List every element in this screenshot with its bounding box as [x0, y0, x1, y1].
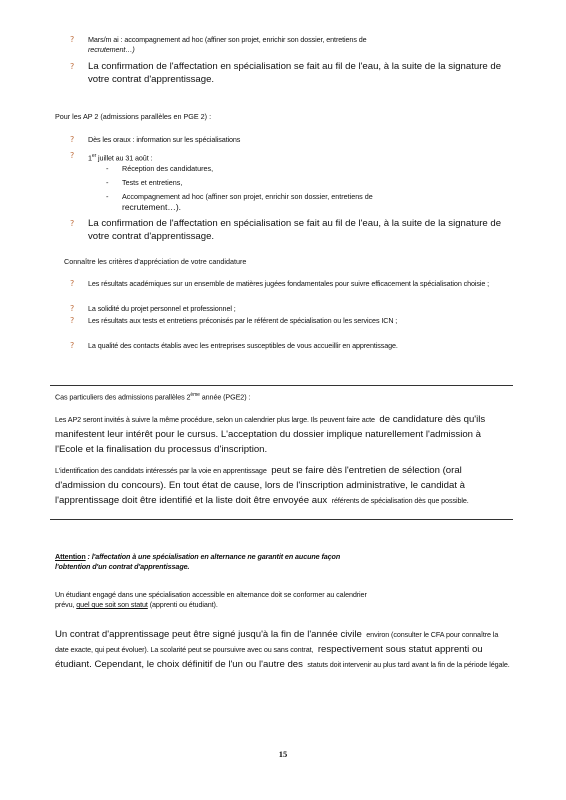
dash-marker: - — [106, 178, 109, 187]
bullet-icon: ? — [70, 316, 75, 325]
special-cases-paragraph-2: L'identification des candidats intéressés par la voie en apprentissage peut se faire dès l'entretien de sélection (oral d'admission du concours). En tout état de cause, lors de l'inscription administrative, le candidat à l'apprentissage doit être identifié et la liste doit être envoyée aux référents de spécialisation dès que possible. — [55, 465, 469, 506]
section-heading-ap2: Pour les AP 2 (admissions parallèles en PGE 2) : — [55, 112, 212, 121]
bullet-text-confirmation: La confirmation de l'affectation en spécialisation se fait au fil de l'eau, à la suite de la signature de votre contrat d'apprentissage. — [88, 61, 502, 85]
dash-marker: - — [106, 192, 109, 201]
criteria-item-academic: Les résultats académiques sur un ensemble de matières jugées fondamentales pour suivre efficacement la spécialisation choisie ; — [88, 279, 490, 288]
attention-note: Attention : l'affectation à une spécialisation en alternance ne garantit en aucune façon l'obtention d'un contrat d'apprentissage. — [55, 552, 341, 571]
sub-item-reception: Réception des candidatures, — [122, 164, 214, 173]
bullet-icon: ? — [70, 151, 75, 160]
bullet-icon: ? — [70, 35, 75, 44]
criteria-item-tests: Les résultats aux tests et entretiens préconisés par le référent de spécialisation ou les services ICN ; — [88, 316, 398, 325]
criteria-item-contacts: La qualité des contacts établis avec les entreprises susceptibles de vous accueillir en apprentissage. — [88, 341, 398, 350]
attention-paragraph-1: Un étudiant engagé dans une spécialisation accessible en alternance doit se conformer au calendrier prévu, quel que soit son statut (apprenti ou étudiant). — [55, 590, 367, 609]
sub-item-tests: Tests et entretiens, — [122, 178, 183, 187]
bullet-icon: ? — [70, 279, 75, 288]
bullet-icon: ? — [70, 135, 75, 144]
special-cases-heading: Cas particuliers des admissions parallèles 2ème année (PGE2) : — [55, 392, 251, 402]
criteria-item-project: La solidité du projet personnel et professionnel ; — [88, 304, 236, 313]
criteria-heading: Connaître les critères d'appréciation de votre candidature — [64, 257, 247, 266]
bullet-text-accompaniment: Mars/m ai : accompagnement ad hoc (affiner son projet, enrichir son dossier, entretiens de recrutement…) — [88, 35, 367, 54]
bullet-text-oral-info: Dès les oraux : information sur les spécialisations — [88, 135, 241, 144]
page-number: 15 — [278, 749, 288, 759]
bullet-icon: ? — [70, 341, 75, 350]
bullet-text-confirmation-ap2: La confirmation de l'affectation en spécialisation se fait au fil de l'eau, à la suite de la signature de votre contrat d'apprentissage. — [88, 218, 502, 242]
bullet-icon: ? — [70, 219, 75, 228]
bullet-icon: ? — [70, 304, 75, 313]
bullet-icon: ? — [70, 62, 75, 71]
bullet-text-period: 1er juillet au 31 août : — [88, 153, 153, 163]
dash-marker: - — [106, 164, 109, 173]
special-cases-paragraph-1: Les AP2 seront invités à suivre la même procédure, selon un calendrier plus large. Ils peuvent faire acte de candidature dès qu'ils manifestent leur intérêt pour le cursus. L'acceptation du dossier implique naturellement l'admission à l'Ecole et la finalisation du processus d'inscription. — [55, 414, 486, 455]
attention-paragraph-2: Un contrat d'apprentissage peut être signé jusqu'à la fin de l'année civile environ (consulter le CFA pour connaître la date exacte, qui peut évoluer). La scolarité peut se poursuivre avec ou sans contrat, respectivement sous statut apprenti ou étudiant. Cependant, le choix définitif de l'un ou l'autre des statuts doit intervenir au plus tard avant la fin de la période légale. — [55, 629, 510, 670]
sub-item-accompaniment: Accompagnement ad hoc (affiner son projet, enrichir son dossier, entretiens de recrutement…). — [122, 192, 373, 212]
